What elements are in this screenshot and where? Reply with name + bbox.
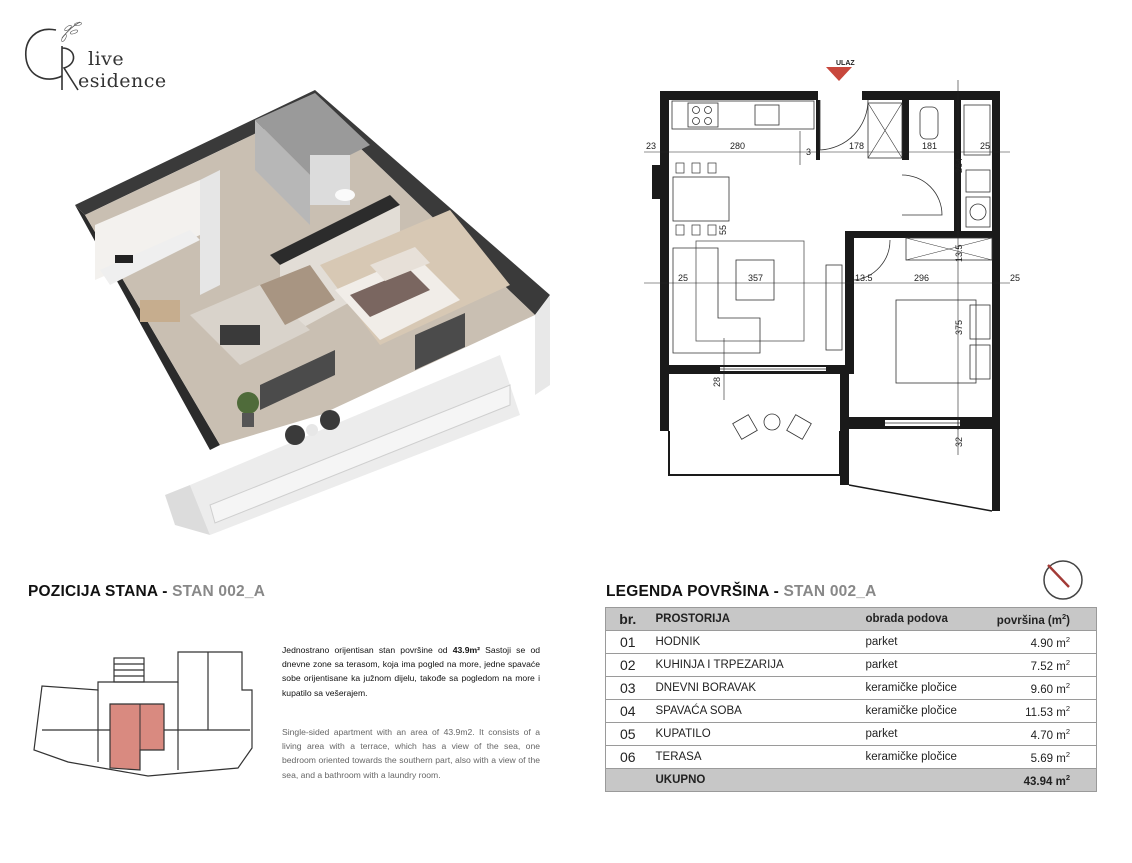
description-text: Sastoji se od dnevne zone sa terasom, koja ima pogled na more, jedne spavaće sobe orijentisane ka južnom dijelu, takođe sa pogledom na more i kupatilo sa vešerajem. [282, 645, 541, 698]
dimension-label: 28 [712, 376, 722, 387]
total-area: 43.94 $m^2$ [990, 769, 1097, 792]
legend-section-title [606, 583, 877, 601]
compass-icon [1040, 557, 1086, 603]
dimension-label: 357 [748, 273, 764, 283]
table-row [606, 700, 1097, 723]
dimension-label: 264 [954, 157, 964, 173]
dimension-label: 375 [954, 319, 964, 335]
legend-unit-name: STAN 002_A [783, 583, 877, 600]
description-english: Single-sided apartment with an area of 43.9m2. It consists of a living area with a terrace, which has a view of the sea, one bedroom oriented towards the southern part, also with a view of the sea, and a bathroom with a laundry room. [282, 727, 540, 780]
total-nr [606, 769, 650, 792]
table-total-row [606, 769, 1097, 792]
dimension-label: 13.5 [855, 273, 873, 283]
row-area: 11.53 $m^2$ [990, 700, 1097, 723]
row-room: DNEVNI BORAVAK [650, 677, 860, 700]
row-nr: 03 [606, 677, 650, 700]
dimension-label: 25 [1010, 273, 1020, 283]
row-floor: parket [860, 723, 990, 746]
row-floor: parket [860, 654, 990, 677]
dimension-label: 280 [730, 141, 746, 151]
position-unit-name: STAN 002_A [172, 583, 266, 600]
row-room: KUPATILO [650, 723, 860, 746]
table-row [606, 746, 1097, 769]
entry-label: ULAZ [836, 60, 855, 67]
row-room: SPAVAĆA SOBA [650, 700, 860, 723]
total-floor [860, 769, 990, 792]
logo-text-line1: live [88, 48, 125, 70]
table-row [606, 723, 1097, 746]
row-room: KUHINJA I TRPEZARIJA [650, 654, 860, 677]
dimension-label: 178 [849, 141, 865, 151]
dimension-label: 23 [646, 141, 657, 151]
description-area: 43.9m² [452, 645, 480, 655]
title-separator: - [769, 583, 784, 600]
logo-text-line2: esidence [78, 70, 167, 92]
area-legend-table [605, 607, 1097, 792]
header-floor: obrada podova [860, 608, 990, 631]
apartment-3d-render [70, 85, 560, 535]
description-serbian [282, 643, 540, 700]
row-area: 4.90 $m^2$ [990, 631, 1097, 654]
table-header-row [606, 608, 1097, 631]
legend-title-text: LEGENDA POVRŠINA [606, 583, 770, 600]
row-floor: keramičke pločice [860, 677, 990, 700]
dimension-label: 296 [914, 273, 930, 283]
table-row [606, 654, 1097, 677]
row-floor: keramičke pločice [860, 746, 990, 769]
dimension-label: 25 [678, 273, 689, 283]
row-nr: 02 [606, 654, 650, 677]
highlighted-unit [110, 704, 164, 770]
title-separator: - [157, 583, 173, 600]
floor-plan [640, 55, 1020, 520]
dimension-label: 13.5 [954, 244, 964, 262]
entry-arrow-icon [826, 67, 852, 81]
header-room: PROSTORIJA [650, 608, 860, 631]
dimension-label: 25 [980, 141, 991, 151]
row-nr: 06 [606, 746, 650, 769]
position-title-text: POZICIJA STANA [28, 583, 158, 600]
description-text: Jednostrano orijentisan stan površine od [282, 645, 453, 655]
row-floor: parket [860, 631, 990, 654]
building-key-plan [28, 630, 273, 780]
dimension-label: 32 [954, 436, 964, 447]
row-area: 9.60 $m^2$ [990, 677, 1097, 700]
table-row [606, 631, 1097, 654]
row-room: TERASA [650, 746, 860, 769]
dimension-label: 3 [806, 147, 812, 157]
dimension-label: 181 [922, 141, 938, 151]
row-floor: keramičke pločice [860, 700, 990, 723]
position-section-title [28, 583, 265, 601]
header-nr: br. [606, 608, 650, 631]
row-area: 5.69 $m^2$ [990, 746, 1097, 769]
row-nr: 01 [606, 631, 650, 654]
total-label: UKUPNO [650, 769, 860, 792]
table-row [606, 677, 1097, 700]
row-nr: 05 [606, 723, 650, 746]
row-area: 4.70 $m^2$ [990, 723, 1097, 746]
row-nr: 04 [606, 700, 650, 723]
row-room: HODNIK [650, 631, 860, 654]
row-area: 7.52 $m^2$ [990, 654, 1097, 677]
header-area: površina $(m^2)$ [990, 608, 1097, 631]
dimension-label: 55 [718, 224, 728, 235]
